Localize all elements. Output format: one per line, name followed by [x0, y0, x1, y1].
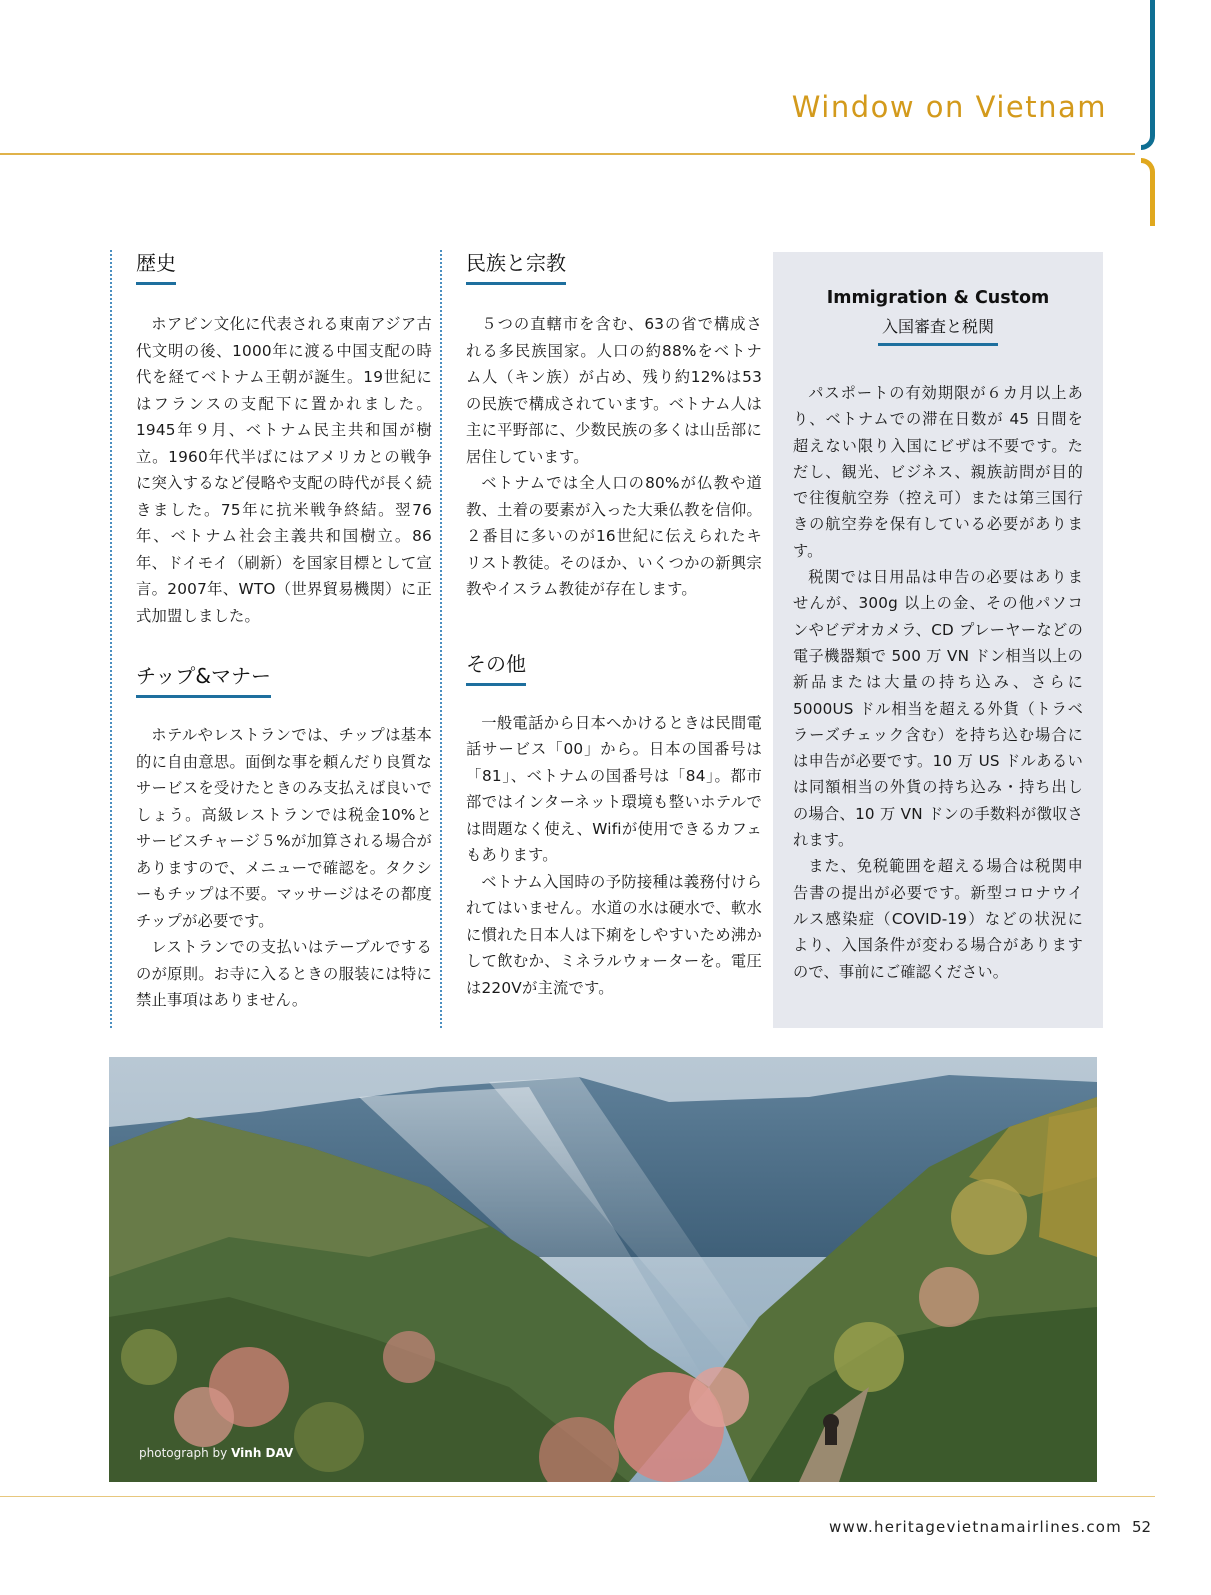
immigration-text-2: 税関では日用品は申告の必要はありませんが、300g 以上の金、その他パソコンやビデオカメラ、CD プレーヤーなどの電子機器類で 500 万 VN ドン相当以上の新品または大量の持ち込み、さらに 5000US ドル相当を超える外貨（トラベラーズチェック含む）を持ち込む場合には申告が必要です。10 万 US ドルあるいは同額相当の外貨の持ち込み・持ち出しの場合、10 万 VN ドンの手数料が徴収されます。 — [793, 568, 1083, 850]
immigration-box — [773, 252, 1103, 1028]
gold-corner-tab — [1141, 158, 1155, 226]
landscape-photo — [109, 1057, 1097, 1482]
footer-url[interactable]: www.heritagevietnamairlines.com — [829, 1518, 1122, 1536]
heading-ethnicity-religion: 民族と宗教 — [466, 250, 566, 285]
column-ethnicity-other — [440, 250, 762, 1028]
ethnicity-text-1: ５つの直轄市を含む、63の省で構成される多民族国家。人口の約88%をベトナム人（キン族）が占め、残り約12%は53の民族で構成されています。ベトナム人は主に平野部に、少数民族の多くは山岳部に居住しています。 — [466, 315, 762, 466]
section-title: Window on Vietnam — [791, 90, 1107, 124]
footer-rule — [0, 1496, 1155, 1497]
page-number: 52 — [1132, 1518, 1152, 1536]
ethnicity-text-2: ベトナムでは全人口の80%が仏教や道教、土着の要素が入った大乗仏教を信仰。２番目に多いのが16世紀に伝えられたキリスト教徒。そのほか、いくつかの新興宗教やイスラム教徒が存在します。 — [466, 474, 762, 598]
history-text: ホアビン文化に代表される東南アジア古代文明の後、1000年に渡る中国支配の時代を経てベトナム王朝が誕生。19世紀にはフランスの支配下に置かれました。1945年９月、ベトナム民主共和国が樹立。1960年代半ばにはアメリカとの戦争に突入するなど侵略や支配の時代が長く続きました。75年に抗米戦争終結。翌76年、ベトナム社会主義共和国樹立。86年、ドイモイ（刷新）を国家目標として宣言。2007年、WTO（世界貿易機関）に正式加盟しました。 — [136, 315, 432, 625]
immigration-box-subtitle: 入国審査と税関 — [878, 314, 998, 346]
mountain-valley-illustration — [109, 1057, 1097, 1482]
header-rule — [0, 153, 1135, 155]
heading-tips-manners: チップ&マナー — [136, 663, 271, 698]
immigration-text-3: また、免税範囲を超える場合は税関申告書の提出が必要です。新型コロナウイルス感染症（COVID-19）などの状況により、入国条件が変わる場合がありますので、事前にご確認ください。 — [793, 857, 1083, 981]
other-text-1: 一般電話から日本へかけるときは民間電話サービス「00」から。日本の国番号は「81」、ベトナムの国番号は「84」。都市部ではインターネット環境も整いホテルでは問題なく使え、Wifiが使用できるカフェもあります。 — [466, 713, 762, 864]
heading-other: その他 — [466, 651, 526, 686]
immigration-box-title: Immigration & Custom — [826, 288, 1050, 308]
heading-history: 歴史 — [136, 250, 176, 285]
blue-corner-tab — [1141, 0, 1155, 150]
other-text-2: ベトナム入国時の予防接種は義務付けられてはいません。水道の水は硬水で、軟水に慣れた日本人は下痢をしやすいため沸かして飲むか、ミネラルウォーターを。電圧は220Vが主流です。 — [466, 872, 762, 997]
photo-credit-prefix: photograph by — [139, 1446, 232, 1460]
photo-credit-name: Vinh DAV — [231, 1446, 294, 1460]
column-history-tips — [110, 250, 432, 1028]
photo-credit — [139, 1446, 293, 1460]
tips-text-2: レストランでの支払いはテーブルでするのが原則。お寺に入るときの服装には特に禁止事項はありません。 — [136, 938, 432, 1009]
immigration-text-1: パスポートの有効期限が６カ月以上あり、ベトナムでの滞在日数が 45 日間を超えない限り入国にビザは不要です。ただし、観光、ビジネス、親族訪問が目的で往復航空券（控え可）または第三国行きの航空券を保有している必要があります。 — [793, 384, 1083, 560]
tips-text-1: ホテルやレストランでは、チップは基本的に自由意思。面倒な事を頼んだり良質なサービスを受けたときのみ支払えば良いでしょう。高級レストランでは税金10%とサービスチャージ５%が加算される場合がありますので、メニューで確認を。タクシーもチップは不要。マッサージはその都度チップが必要です。 — [136, 726, 432, 930]
